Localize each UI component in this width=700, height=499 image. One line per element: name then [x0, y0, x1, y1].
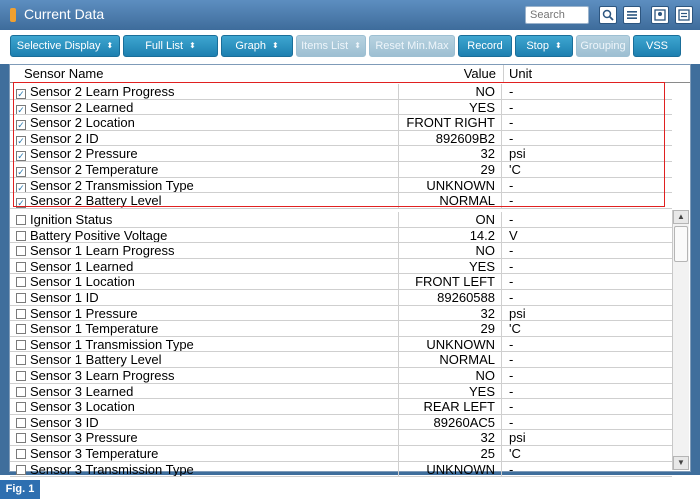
unit-cell: -	[509, 368, 514, 383]
list-view-icon[interactable]	[623, 6, 641, 24]
value-cell: UNKNOWN	[398, 462, 502, 477]
sensor-name: Sensor 3 Pressure	[30, 430, 138, 445]
unit-cell: -	[509, 99, 514, 115]
sensor-name: Sensor 1 Learned	[30, 258, 134, 274]
sensor-name: Sensor 1 Battery Level	[30, 352, 162, 367]
value-cell: FRONT RIGHT	[398, 115, 502, 130]
button-label: Stop	[526, 40, 549, 52]
sensor-name-cell	[16, 306, 400, 321]
figure-label: Fig. 1	[0, 480, 40, 499]
checked-checkbox-icon[interactable]: ✓	[17, 120, 25, 130]
unit-cell: -	[509, 84, 514, 99]
unit-cell: -	[509, 258, 514, 274]
updown-icon: ⬍	[271, 41, 279, 50]
button-label: VSS	[645, 40, 668, 52]
table-row[interactable]	[10, 243, 672, 259]
checkbox-icon[interactable]	[16, 418, 26, 428]
updown-icon: ⬍	[189, 41, 196, 50]
checkbox-icon[interactable]	[16, 371, 26, 381]
checkbox-icon[interactable]	[16, 355, 26, 365]
grouping-button[interactable]	[576, 35, 630, 57]
checked-checkbox-icon[interactable]: ✓	[17, 182, 25, 193]
graph-button[interactable]	[221, 35, 293, 57]
table-row[interactable]	[10, 384, 672, 400]
sensor-name-header: Sensor Name	[24, 66, 104, 81]
toolbar	[0, 30, 700, 64]
record-button[interactable]	[458, 35, 512, 57]
value-cell: NO	[398, 243, 502, 258]
value-cell: 89260AC5	[398, 415, 502, 430]
value-cell: YES	[398, 259, 502, 274]
unit-cell: -	[509, 290, 514, 305]
value-cell: 89260588	[398, 290, 502, 305]
sensor-name: Sensor 3 Learn Progress	[30, 368, 175, 383]
updown-icon: ⬍	[106, 41, 114, 50]
checked-checkbox-icon[interactable]: ✓	[17, 104, 25, 115]
search-input[interactable]	[525, 6, 589, 24]
sensor-name: Sensor 1 Pressure	[30, 305, 138, 321]
unit-cell: -	[509, 383, 514, 399]
reset-min-max-button[interactable]	[369, 35, 455, 57]
sensor-name-cell	[16, 212, 400, 227]
button-label: Selective Display	[16, 40, 101, 52]
sensor-name: Sensor 2 Learned	[30, 99, 134, 115]
table-row[interactable]	[10, 352, 672, 368]
table-row[interactable]	[10, 368, 672, 384]
checkbox-icon[interactable]	[16, 387, 26, 397]
vertical-scrollbar[interactable]	[672, 210, 689, 470]
value-cell: NO	[398, 368, 502, 383]
button-label: Items List	[301, 40, 349, 52]
table-row[interactable]	[10, 228, 672, 244]
value-cell: ON	[398, 212, 502, 227]
sensor-name: Sensor 2 Temperature	[30, 162, 159, 177]
sensor-name-cell	[16, 259, 400, 274]
checkbox-icon[interactable]	[16, 293, 26, 303]
sensor-name: Sensor 3 Learned	[30, 383, 134, 399]
unit-cell: -	[509, 130, 514, 146]
value-cell: NORMAL	[398, 193, 502, 208]
value-cell: 32	[398, 146, 502, 161]
checkbox-icon[interactable]	[16, 402, 26, 412]
table-row[interactable]	[10, 430, 672, 446]
value-cell: 29	[398, 162, 502, 177]
sensor-name: Sensor 1 ID	[30, 290, 99, 305]
sensor-name-cell	[16, 430, 400, 445]
setup-icon[interactable]	[651, 6, 669, 24]
value-cell: 32	[398, 306, 502, 321]
checked-checkbox-icon[interactable]: ✓	[17, 198, 25, 208]
unit-cell: -	[509, 399, 514, 415]
vss-button[interactable]	[633, 35, 681, 57]
sensor-name-cell	[16, 368, 400, 383]
value-cell: 25	[398, 446, 502, 461]
checkbox-icon[interactable]	[16, 449, 26, 459]
sensor-name-cell	[16, 243, 400, 258]
checkbox-icon[interactable]	[16, 246, 26, 256]
unit-cell: psi	[509, 430, 526, 446]
sensor-name: Sensor 2 Pressure	[30, 146, 138, 161]
unit-cell: 'C	[509, 446, 521, 461]
sensor-name: Sensor 2 ID	[30, 130, 99, 146]
items-list-button[interactable]	[296, 35, 366, 57]
unit-cell: -	[509, 414, 514, 430]
checkbox-icon[interactable]	[16, 433, 26, 443]
sensor-name: Sensor 3 ID	[30, 414, 99, 430]
selective-display-button[interactable]	[10, 35, 120, 57]
table-row[interactable]	[10, 290, 672, 306]
checked-checkbox-icon[interactable]: ✓	[17, 135, 25, 146]
value-cell: 32	[398, 430, 502, 445]
sensor-name: Sensor 1 Transmission Type	[30, 336, 194, 352]
checkbox-icon[interactable]	[16, 324, 26, 334]
sensor-name-cell	[16, 415, 400, 430]
unit-cell: -	[509, 177, 514, 193]
value-cell: 14.2	[398, 228, 502, 243]
sensor-name: Sensor 3 Transmission Type	[30, 461, 194, 477]
sensor-name: Sensor 2 Location	[30, 115, 135, 130]
updown-icon: ⬍	[354, 41, 361, 50]
title-bar	[0, 0, 700, 30]
menu-icon[interactable]	[675, 6, 693, 24]
table-row[interactable]	[10, 462, 672, 478]
window-title: Current Data	[24, 6, 105, 22]
sensor-name-cell	[16, 290, 400, 305]
value-cell: REAR LEFT	[398, 399, 502, 414]
scroll-down-icon[interactable]: ▼	[673, 456, 689, 470]
unit-cell: psi	[509, 146, 526, 162]
table-row[interactable]	[10, 212, 672, 228]
value-cell: NORMAL	[398, 352, 502, 367]
checked-checkbox-icon[interactable]: ✓	[17, 89, 25, 99]
value-cell: YES	[398, 384, 502, 399]
sensor-name-cell	[16, 337, 400, 352]
unit-cell: -	[509, 336, 514, 352]
sensor-name-cell	[16, 321, 400, 336]
sensor-name: Sensor 1 Temperature	[30, 321, 159, 336]
checkbox-icon[interactable]	[16, 231, 26, 241]
sensor-name-cell	[16, 228, 400, 243]
value-cell: YES	[398, 100, 502, 115]
sensor-name: Sensor 1 Learn Progress	[30, 243, 175, 258]
table-row[interactable]	[10, 337, 672, 353]
value-cell: 29	[398, 321, 502, 336]
table-row[interactable]	[10, 321, 672, 337]
unit-cell: -	[509, 274, 514, 290]
sensor-name-cell	[16, 462, 400, 477]
table-row[interactable]	[10, 274, 672, 290]
stop-button[interactable]	[515, 35, 573, 57]
unit-cell: -	[509, 461, 514, 477]
app-icon	[10, 8, 16, 22]
unit-cell: 'C	[509, 162, 521, 177]
full-list-button[interactable]	[123, 35, 218, 57]
sensor-name-cell	[16, 399, 400, 414]
value-cell: UNKNOWN	[398, 178, 502, 193]
sensor-name-cell	[16, 384, 400, 399]
checkbox-icon[interactable]	[16, 277, 26, 287]
value-cell: 892609B2	[398, 131, 502, 146]
sensor-data-table	[9, 64, 691, 477]
table-row[interactable]	[10, 306, 672, 322]
scroll-up-icon[interactable]: ▲	[673, 210, 689, 224]
unit-cell: -	[509, 193, 514, 209]
sensor-name: Sensor 3 Temperature	[30, 446, 159, 461]
button-label: Graph	[235, 40, 266, 52]
value-cell: NO	[398, 84, 502, 99]
unit-cell: 'C	[509, 321, 521, 337]
checkbox-icon[interactable]	[16, 340, 26, 350]
checkbox-icon[interactable]	[16, 309, 26, 319]
unit-header: Unit	[503, 65, 663, 82]
button-label: Reset Min.Max	[375, 40, 449, 52]
checkbox-icon[interactable]	[16, 262, 26, 272]
sensor-name: Sensor 1 Location	[30, 274, 135, 289]
updown-icon: ⬍	[554, 41, 562, 50]
checkbox-icon[interactable]	[16, 465, 26, 475]
checked-checkbox-icon[interactable]: ✓	[17, 151, 25, 161]
sensor-name-cell	[16, 446, 400, 461]
sensor-name-cell	[16, 274, 400, 289]
unit-cell: V	[509, 227, 518, 243]
sensor-name-cell	[16, 352, 400, 367]
scroll-thumb[interactable]	[674, 226, 688, 262]
value-cell: FRONT LEFT	[398, 274, 502, 289]
checked-checkbox-icon[interactable]: ✓	[17, 167, 25, 177]
search-icon[interactable]	[599, 6, 617, 24]
sensor-name: Sensor 3 Location	[30, 399, 135, 414]
button-label: Grouping	[580, 40, 626, 52]
value-cell: UNKNOWN	[398, 337, 502, 352]
highlight-box	[13, 82, 665, 207]
button-label: Full List	[145, 40, 184, 52]
table-header	[10, 65, 690, 83]
table-row[interactable]	[10, 446, 672, 462]
sensor-name: Ignition Status	[30, 212, 113, 227]
sensor-name: Sensor 2 Battery Level	[30, 193, 162, 208]
checkbox-icon[interactable]	[16, 215, 26, 225]
sensor-name: Sensor 2 Learn Progress	[30, 84, 175, 99]
sensor-name: Sensor 2 Transmission Type	[30, 177, 194, 193]
table-row[interactable]	[10, 399, 672, 415]
unit-cell: -	[509, 243, 514, 259]
table-row[interactable]	[10, 415, 672, 431]
unit-cell: -	[509, 212, 514, 227]
table-row[interactable]	[10, 259, 672, 275]
unit-cell: psi	[509, 305, 526, 321]
sensor-name: Battery Positive Voltage	[30, 227, 168, 243]
value-header: Value	[463, 66, 496, 81]
button-label: Record	[467, 40, 503, 52]
unit-cell: -	[509, 115, 514, 131]
unit-cell: -	[509, 352, 514, 368]
